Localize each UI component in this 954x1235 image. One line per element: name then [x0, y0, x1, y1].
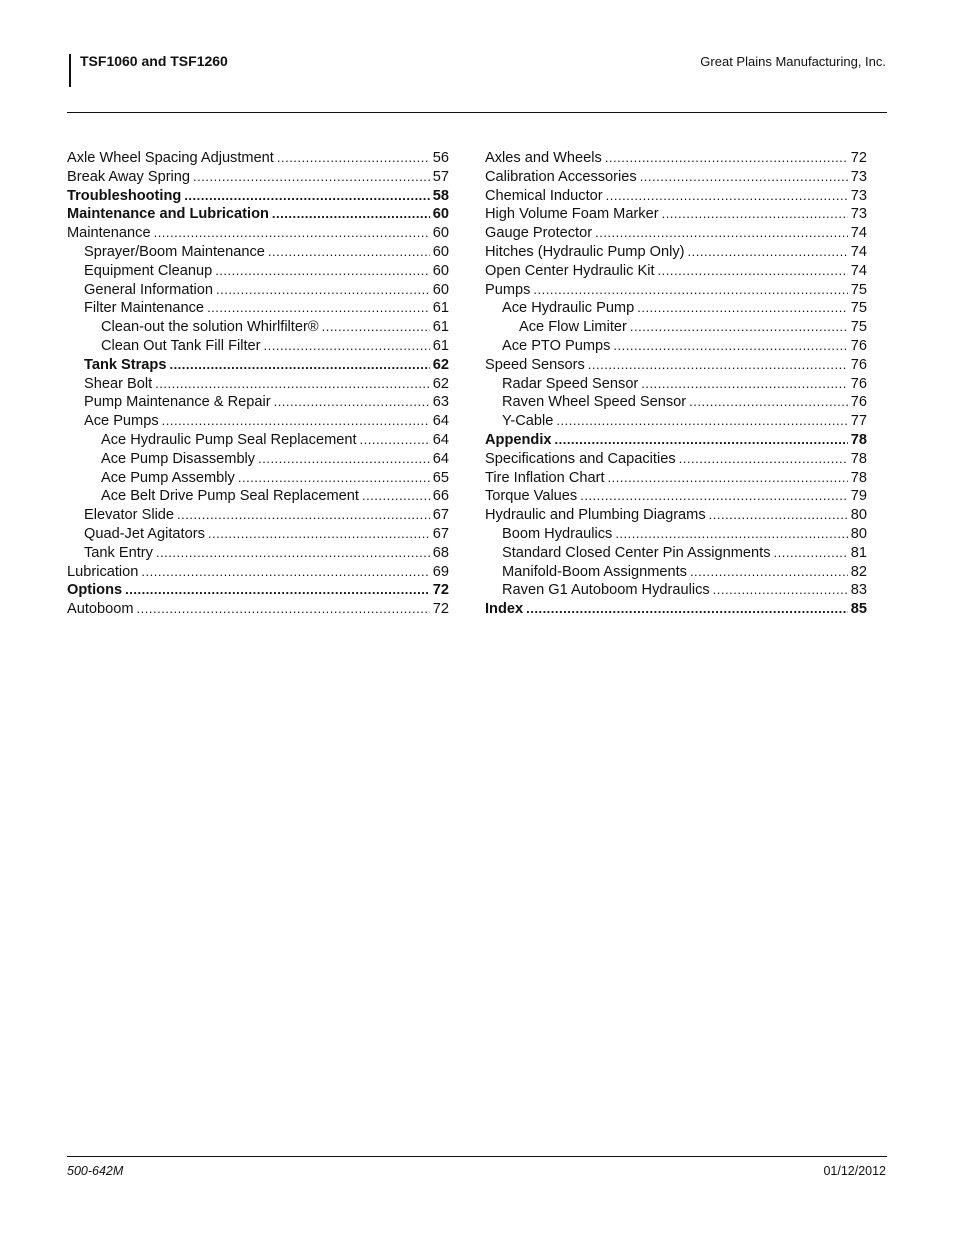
- toc-entry[interactable]: [485, 356, 867, 375]
- toc-entry[interactable]: [485, 600, 867, 619]
- toc-dot-leader: [264, 337, 430, 356]
- toc-entry[interactable]: [67, 469, 449, 488]
- toc-entry[interactable]: [67, 243, 449, 262]
- toc-entry[interactable]: [485, 525, 867, 544]
- toc-entry-title: Ace Hydraulic Pump: [502, 300, 635, 317]
- toc-entry[interactable]: [67, 563, 449, 582]
- toc-entry-title: Raven G1 Autoboom Hydraulics: [502, 582, 710, 599]
- toc-page-number: 76: [850, 375, 867, 392]
- toc-entry-title: Raven Wheel Speed Sensor: [502, 394, 687, 411]
- toc-entry[interactable]: [485, 149, 867, 168]
- toc-entry[interactable]: [67, 375, 449, 394]
- toc-entry-title: Tank Entry: [84, 544, 153, 561]
- toc-dot-leader: [268, 243, 430, 262]
- toc-page-number: 73: [850, 168, 867, 185]
- toc-dot-leader: [608, 469, 848, 488]
- toc-page-number: 69: [432, 563, 449, 580]
- toc-entry-title: Appendix: [485, 431, 552, 448]
- toc-right-column: [485, 149, 867, 619]
- toc-entry-title: Index: [485, 601, 524, 618]
- toc-entry[interactable]: [67, 356, 449, 375]
- toc-entry-title: Axle Wheel Spacing Adjustment: [67, 150, 274, 166]
- toc-page-number: 78: [850, 431, 867, 448]
- toc-entry[interactable]: [485, 224, 867, 243]
- toc-entry[interactable]: [67, 412, 449, 431]
- toc-dot-leader: [580, 487, 848, 506]
- toc-entry-title: Speed Sensors: [485, 356, 585, 373]
- toc-entry[interactable]: [67, 337, 449, 356]
- toc-entry[interactable]: [67, 581, 449, 600]
- toc-dot-leader: [156, 544, 430, 563]
- toc-page-number: 64: [432, 413, 449, 430]
- toc-dot-leader: [709, 506, 848, 525]
- toc-dot-leader: [595, 224, 848, 243]
- toc-entry[interactable]: [67, 431, 449, 450]
- toc-entry-title: Ace Pumps: [84, 413, 159, 430]
- toc-entry[interactable]: [67, 205, 449, 224]
- toc-page-number: 78: [850, 469, 867, 486]
- toc-page-number: 74: [850, 262, 867, 279]
- toc-entry[interactable]: [485, 469, 867, 488]
- toc-entry-title: Radar Speed Sensor: [502, 375, 639, 392]
- toc-entry-title: Open Center Hydraulic Kit: [485, 262, 655, 279]
- toc-dot-leader: [162, 412, 430, 431]
- toc-page-number: 74: [850, 225, 867, 242]
- toc-page-number: 62: [432, 375, 449, 392]
- toc-entry[interactable]: [67, 450, 449, 469]
- toc-entry-title: Lubrication: [67, 563, 139, 580]
- toc-entry-title: Tire Inflation Chart: [485, 469, 605, 486]
- toc-dot-leader: [641, 375, 847, 394]
- toc-dot-leader: [184, 187, 429, 206]
- toc-page-number: 60: [432, 262, 449, 279]
- toc-dot-leader: [689, 393, 848, 412]
- toc-dot-leader: [615, 525, 847, 544]
- header-divider: [67, 112, 887, 113]
- toc-entry[interactable]: [67, 525, 449, 544]
- toc-entry-title: Ace Pump Assembly: [101, 469, 235, 486]
- toc-page-number: 62: [432, 356, 449, 373]
- toc-entry[interactable]: [485, 412, 867, 431]
- toc-dot-leader: [774, 544, 848, 563]
- toc-entry[interactable]: [485, 187, 867, 206]
- toc-page-number: 76: [850, 337, 867, 354]
- toc-page-number: 60: [432, 281, 449, 298]
- toc-entry[interactable]: [485, 299, 867, 318]
- toc-page-number: 74: [850, 243, 867, 260]
- toc-entry-title: Maintenance: [67, 225, 151, 242]
- toc-dot-leader: [216, 281, 430, 300]
- toc-page-number: 73: [850, 206, 867, 223]
- toc-entry-title: Pump Maintenance & Repair: [84, 394, 271, 411]
- toc-entry-title: Elevator Slide: [84, 507, 175, 524]
- toc-dot-leader: [215, 262, 430, 281]
- toc-entry[interactable]: [67, 187, 449, 206]
- toc-page-number: 81: [850, 544, 867, 561]
- toc-dot-leader: [637, 299, 848, 318]
- toc-page-number: 64: [432, 431, 449, 448]
- toc-page-number: 75: [850, 281, 867, 298]
- toc-entry-title: Clean Out Tank Fill Filter: [101, 337, 261, 354]
- toc-dot-leader: [554, 431, 847, 450]
- toc-dot-leader: [630, 318, 848, 337]
- toc-page-number: 82: [850, 563, 867, 580]
- toc-entry[interactable]: [67, 168, 449, 187]
- toc-entry-title: Troubleshooting: [67, 187, 182, 204]
- header-accent-bar: [69, 54, 71, 87]
- toc-page-number: 68: [432, 544, 449, 561]
- toc-page-number: 83: [850, 582, 867, 599]
- toc-dot-leader: [258, 450, 430, 469]
- toc-entry-title: Clean-out the solution Whirlfilter®: [101, 319, 319, 336]
- toc-entry-title: Hydraulic and Plumbing Diagrams: [485, 507, 706, 524]
- toc-dot-leader: [125, 581, 430, 600]
- toc-entry[interactable]: [67, 318, 449, 337]
- toc-page-number: 60: [432, 243, 449, 260]
- document-title: TSF1060 and TSF1260: [80, 53, 228, 69]
- toc-entry-title: Calibration Accessories: [485, 168, 637, 185]
- toc-entry-title: Options: [67, 582, 123, 599]
- toc-entry-title: Sprayer/Boom Maintenance: [84, 243, 265, 260]
- toc-entry[interactable]: [67, 224, 449, 243]
- toc-page-number: 58: [432, 187, 449, 204]
- toc-page-number: 73: [850, 187, 867, 204]
- toc-dot-leader: [277, 149, 430, 168]
- company-name: Great Plains Manufacturing, Inc.: [700, 54, 886, 69]
- toc-page-number: 63: [432, 394, 449, 411]
- toc-page-number: 72: [432, 582, 449, 599]
- toc-page-number: 60: [432, 206, 449, 223]
- toc-page-number: 72: [432, 601, 449, 618]
- toc-page-number: 78: [850, 450, 867, 467]
- toc-dot-leader: [272, 205, 430, 224]
- toc-entry[interactable]: [485, 487, 867, 506]
- toc-entry-title: Tank Straps: [84, 356, 167, 373]
- toc-entry[interactable]: [67, 393, 449, 412]
- toc-dot-leader: [274, 393, 430, 412]
- toc-entry-title: Shear Bolt: [84, 375, 153, 392]
- toc-dot-leader: [662, 205, 848, 224]
- toc-dot-leader: [606, 187, 848, 206]
- toc-dot-leader: [193, 168, 430, 187]
- toc-entry-title: Quad-Jet Agitators: [84, 525, 205, 542]
- toc-dot-leader: [238, 469, 430, 488]
- toc-dot-leader: [526, 600, 848, 619]
- toc-entry-title: Standard Closed Center Pin Assignments: [502, 544, 771, 561]
- toc-page-number: 75: [850, 300, 867, 317]
- toc-page-number: 65: [432, 469, 449, 486]
- toc-entry-title: Chemical Inductor: [485, 187, 603, 204]
- toc-page-number: 61: [432, 319, 449, 336]
- toc-entry-title: Manifold-Boom Assignments: [502, 563, 687, 580]
- toc-page-number: 80: [850, 525, 867, 542]
- toc-page-number: 76: [850, 356, 867, 373]
- toc-page-number: 66: [432, 488, 449, 505]
- document-number: 500-642M: [67, 1164, 124, 1178]
- toc-entry-title: Maintenance and Lubrication: [67, 206, 269, 223]
- toc-dot-leader: [679, 450, 848, 469]
- toc-entry[interactable]: [485, 168, 867, 187]
- toc-dot-leader: [640, 168, 848, 187]
- toc-dot-leader: [360, 431, 430, 450]
- toc-dot-leader: [322, 318, 430, 337]
- toc-page-number: 60: [432, 225, 449, 242]
- toc-dot-leader: [362, 487, 430, 506]
- toc-entry[interactable]: [485, 281, 867, 300]
- toc-dot-leader: [713, 581, 848, 600]
- toc-dot-leader: [690, 563, 848, 582]
- toc-page-number: 61: [432, 300, 449, 317]
- toc-entry[interactable]: [67, 544, 449, 563]
- toc-page-number: 64: [432, 450, 449, 467]
- toc-dot-leader: [208, 525, 430, 544]
- toc-entry[interactable]: [485, 262, 867, 281]
- toc-dot-leader: [613, 337, 847, 356]
- toc-entry-title: Ace Flow Limiter: [519, 319, 627, 336]
- toc-entry[interactable]: [485, 563, 867, 582]
- toc-entry-title: Hitches (Hydraulic Pump Only): [485, 243, 685, 260]
- toc-entry[interactable]: [485, 393, 867, 412]
- toc-entry-title: Equipment Cleanup: [84, 262, 213, 279]
- toc-page-number: 61: [432, 337, 449, 354]
- toc-entry[interactable]: [67, 600, 449, 619]
- toc-entry[interactable]: [67, 262, 449, 281]
- toc-entry[interactable]: [485, 581, 867, 600]
- toc-entry-title: Ace Belt Drive Pump Seal Replacement: [101, 488, 359, 505]
- toc-entry-title: High Volume Foam Marker: [485, 206, 659, 223]
- toc-entry[interactable]: [485, 205, 867, 224]
- toc-entry[interactable]: [485, 375, 867, 394]
- toc-entry[interactable]: [67, 299, 449, 318]
- toc-entry[interactable]: [67, 506, 449, 525]
- toc-entry[interactable]: [485, 243, 867, 262]
- toc-page-number: 67: [432, 507, 449, 524]
- toc-entry-title: Torque Values: [485, 488, 578, 505]
- toc-entry-title: Boom Hydraulics: [502, 525, 613, 542]
- toc-entry-title: Ace Pump Disassembly: [101, 450, 256, 467]
- toc-page-number: 76: [850, 394, 867, 411]
- toc-page-number: 72: [850, 150, 867, 166]
- toc-entry-title: Pumps: [485, 281, 531, 298]
- toc-page-number: 80: [850, 507, 867, 524]
- toc-dot-leader: [658, 262, 848, 281]
- toc-entry[interactable]: [485, 544, 867, 563]
- toc-dot-leader: [155, 375, 430, 394]
- toc-page-number: 79: [850, 488, 867, 505]
- toc-page-number: 77: [850, 413, 867, 430]
- toc-dot-leader: [154, 224, 430, 243]
- toc-entry-title: Break Away Spring: [67, 168, 191, 185]
- toc-entry[interactable]: [485, 450, 867, 469]
- toc-dot-leader: [588, 356, 848, 375]
- toc-entry[interactable]: [485, 506, 867, 525]
- toc-page-number: 67: [432, 525, 449, 542]
- toc-entry-title: Gauge Protector: [485, 225, 593, 242]
- toc-dot-leader: [556, 412, 847, 431]
- toc-entry-title: Ace PTO Pumps: [502, 337, 611, 354]
- toc-dot-leader: [533, 281, 847, 300]
- toc-entry-title: Y-Cable: [502, 413, 554, 430]
- toc-page-number: 85: [850, 601, 867, 618]
- toc-entry-title: Filter Maintenance: [84, 300, 205, 317]
- toc-page-number: 56: [432, 150, 449, 166]
- toc-left-column: [67, 149, 449, 619]
- publication-date: 01/12/2012: [823, 1164, 886, 1178]
- toc-dot-leader: [207, 299, 430, 318]
- toc-page-number: 75: [850, 319, 867, 336]
- toc-entry-title: Axles and Wheels: [485, 150, 602, 166]
- toc-dot-leader: [169, 356, 429, 375]
- toc-entry[interactable]: [67, 149, 449, 168]
- toc-entry-title: Specifications and Capacities: [485, 450, 676, 467]
- toc-page-number: 57: [432, 168, 449, 185]
- toc-dot-leader: [141, 563, 429, 582]
- toc-entry-title: Ace Hydraulic Pump Seal Replacement: [101, 431, 357, 448]
- toc-entry[interactable]: [485, 337, 867, 356]
- toc-dot-leader: [688, 243, 848, 262]
- toc-entry-title: General Information: [84, 281, 213, 298]
- toc-entry[interactable]: [485, 431, 867, 450]
- toc-dot-leader: [605, 149, 848, 168]
- toc-entry-title: Autoboom: [67, 601, 134, 618]
- toc-dot-leader: [137, 600, 430, 619]
- toc-entry[interactable]: [67, 487, 449, 506]
- footer-divider: [67, 1156, 887, 1157]
- toc-entry[interactable]: [67, 281, 449, 300]
- toc-entry[interactable]: [485, 318, 867, 337]
- toc-dot-leader: [177, 506, 430, 525]
